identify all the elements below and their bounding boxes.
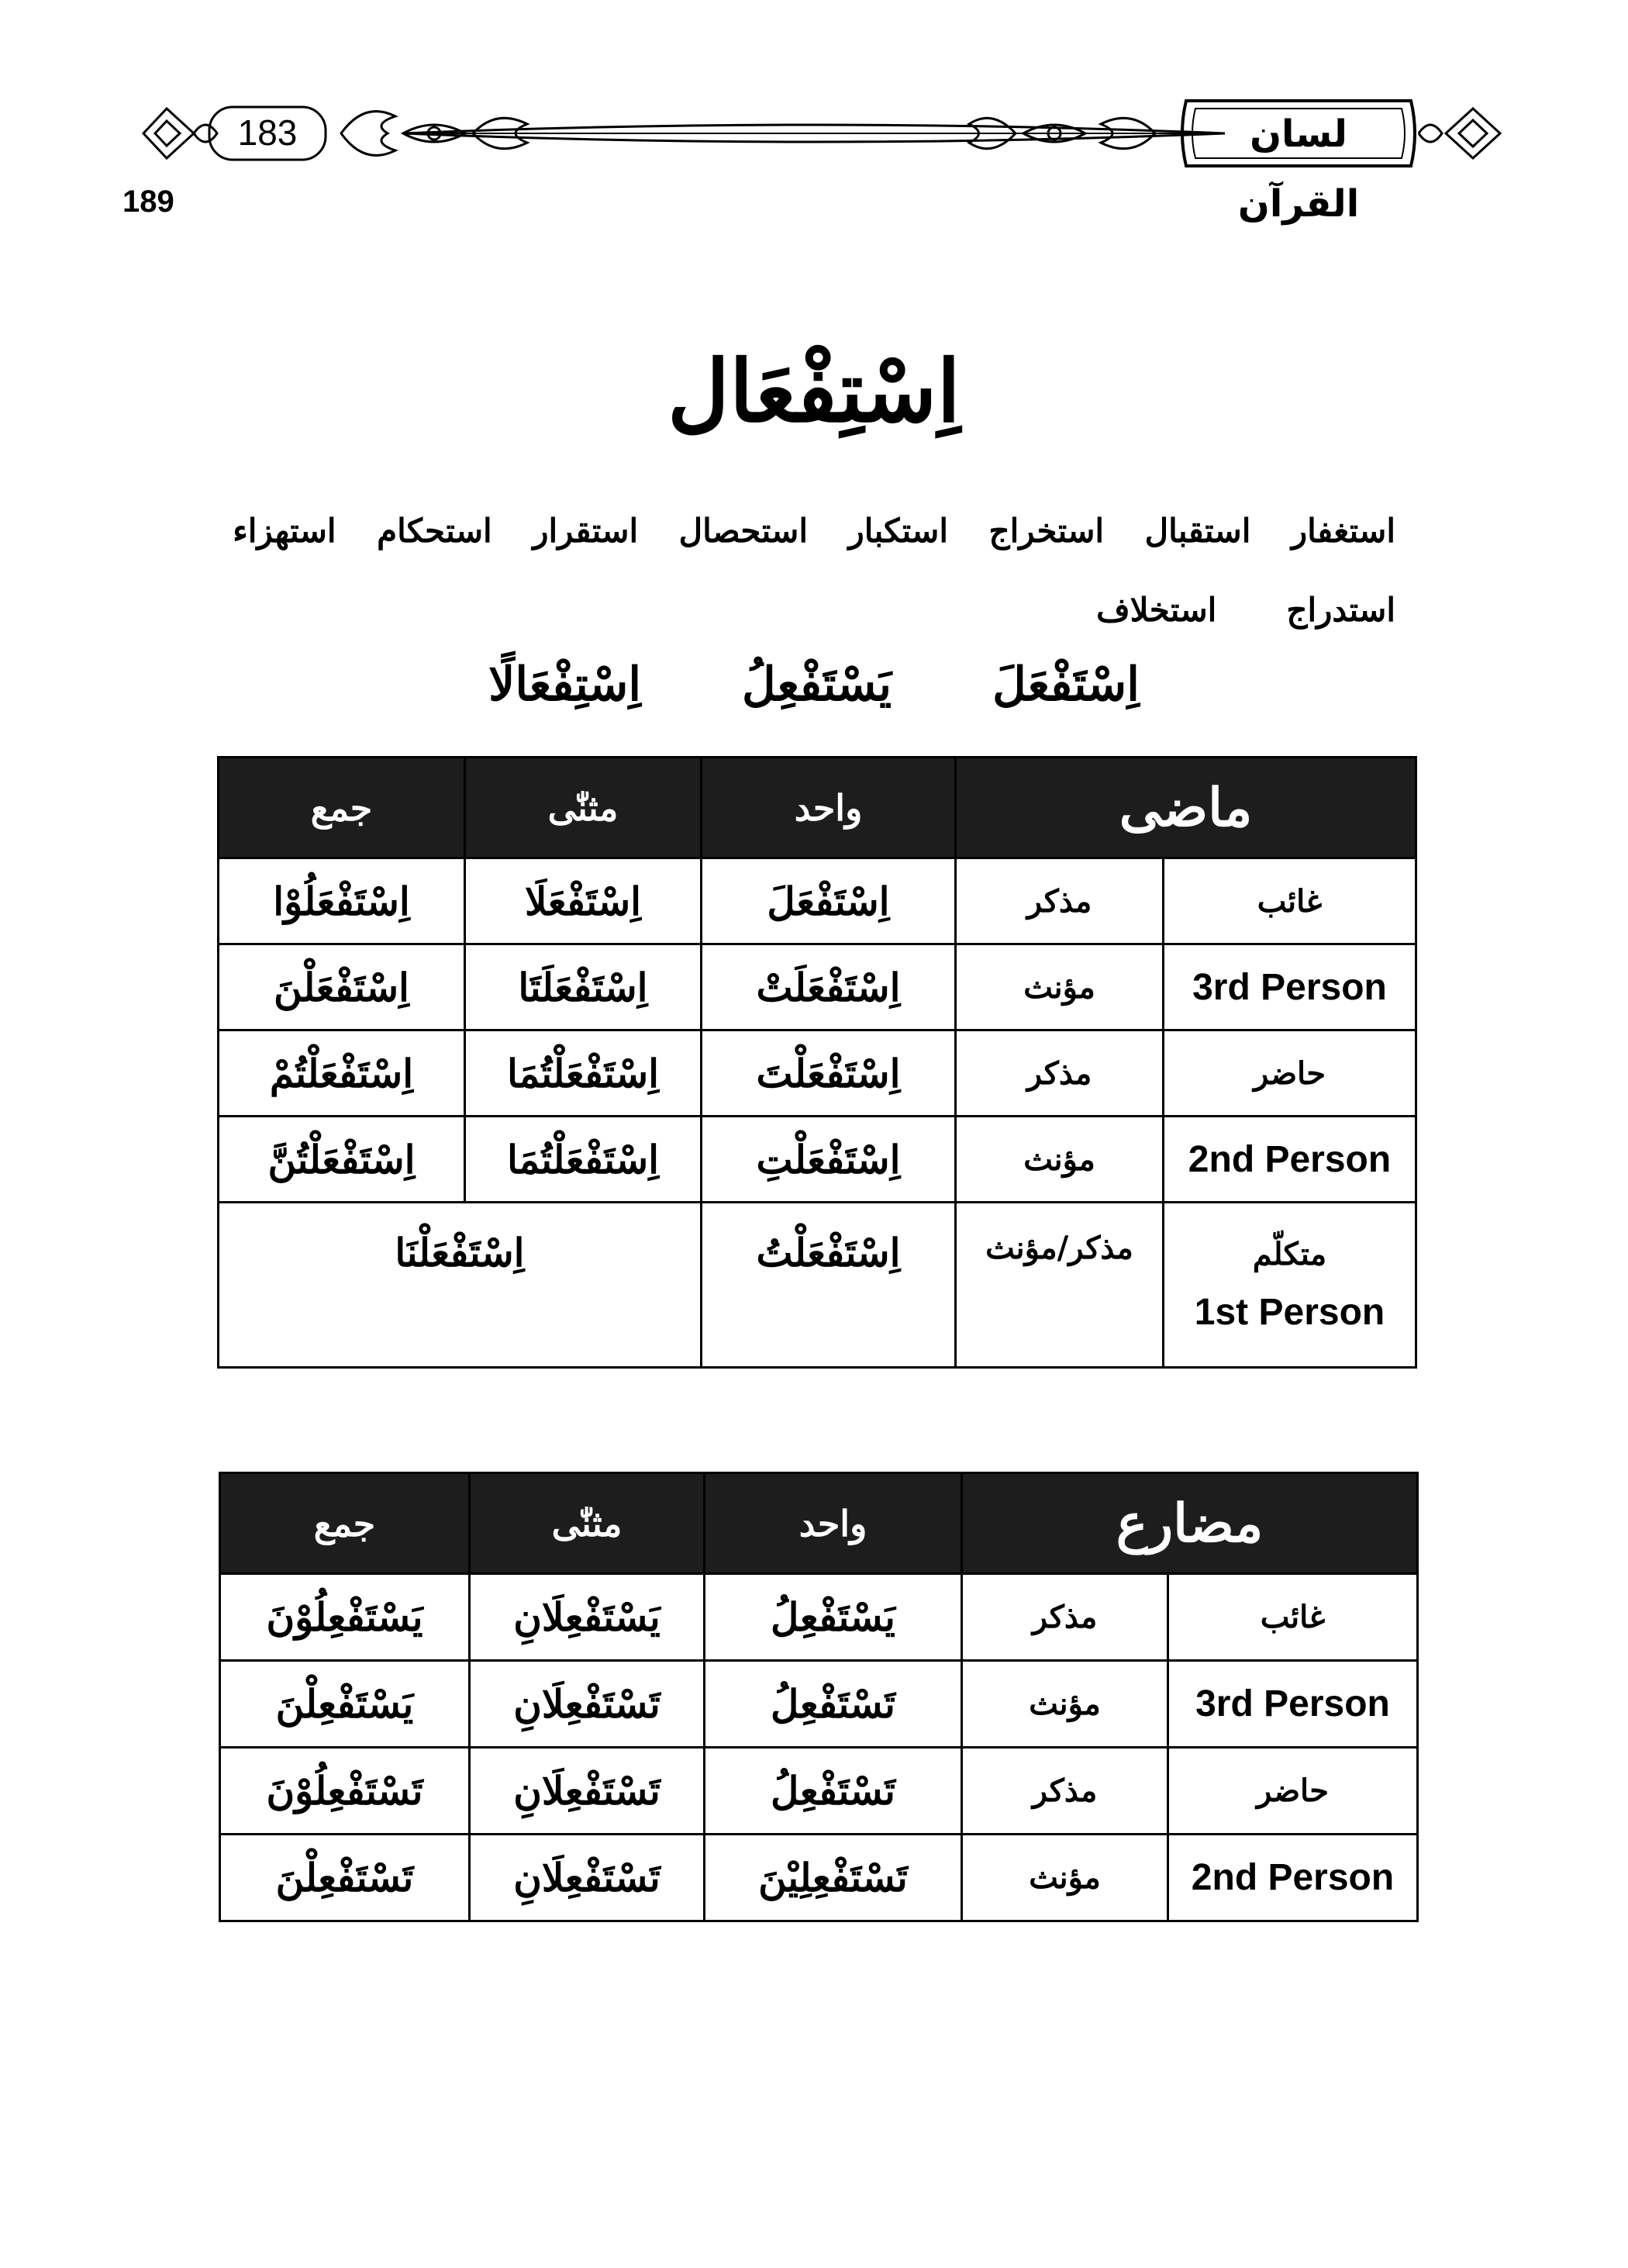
example-word: استدراج bbox=[1286, 591, 1395, 629]
form-cell: اِسْتَفْعَلَ bbox=[702, 858, 956, 944]
form-cell: اِسْتَفْعَلُوْا bbox=[219, 858, 465, 944]
gender-label: مذکر bbox=[962, 1748, 1168, 1835]
form-cell: تَسْتَفْعِلُوْنَ bbox=[220, 1748, 470, 1835]
form-cell: يَسْتَفْعِلَانِ bbox=[470, 1574, 705, 1661]
example-word: استغفار bbox=[1291, 512, 1395, 550]
header-singular: واحد bbox=[702, 758, 956, 858]
header-plural: جمع bbox=[219, 758, 465, 858]
header-dual: مثنّٰی bbox=[470, 1473, 705, 1574]
form-cell: اِسْتَفْعَلَا bbox=[465, 858, 702, 944]
page-title: اِسْتِفْعَال bbox=[667, 341, 961, 441]
person-label-cell bbox=[1164, 1203, 1416, 1368]
header-singular: واحد bbox=[705, 1473, 962, 1574]
form-cell: اِسْتَفْعَلْتُمَا bbox=[465, 1030, 702, 1117]
form-cell: تَسْتَفْعِلُ bbox=[705, 1748, 962, 1835]
table-row bbox=[219, 1117, 1416, 1203]
example-word: استقرار bbox=[533, 512, 639, 550]
mudari-table bbox=[219, 1472, 1419, 1922]
form-cell: تَسْتَفْعِلُ bbox=[705, 1661, 962, 1748]
person-label: غائب bbox=[1168, 1574, 1418, 1661]
form-cell: تَسْتَفْعِلِيْنَ bbox=[705, 1835, 962, 1921]
example-word: استحصال bbox=[678, 512, 808, 550]
form-cell: اِسْتَفْعَلْنَا bbox=[219, 1203, 702, 1368]
verb-form-masdar: اِسْتِفْعَالًا bbox=[488, 658, 641, 712]
corner-code: 189 bbox=[122, 185, 174, 219]
form-cell: اِسْتَفْعَلْتُمْ bbox=[219, 1030, 465, 1117]
table-row bbox=[219, 1203, 1416, 1368]
table-header-row bbox=[220, 1473, 1418, 1574]
book-title: لسان القرآن bbox=[1237, 112, 1360, 226]
form-cell: تَسْتَفْعِلَانِ bbox=[470, 1748, 705, 1835]
verb-form-past: اِسْتَفْعَلَ bbox=[992, 658, 1140, 712]
header-tense: ماضی bbox=[956, 758, 1416, 858]
form-cell: اِسْتَفْعَلَتَا bbox=[465, 944, 702, 1030]
form-cell: اِسْتَفْعَلْتُ bbox=[702, 1203, 956, 1368]
table-row bbox=[220, 1661, 1418, 1748]
table-row bbox=[219, 1030, 1416, 1117]
form-cell: يَسْتَفْعِلُوْنَ bbox=[220, 1574, 470, 1661]
left-corner-ornament bbox=[143, 109, 217, 158]
form-cell: تَسْتَفْعِلَانِ bbox=[470, 1835, 705, 1921]
right-corner-ornament bbox=[1419, 109, 1500, 158]
person-label-en: 3rd Person bbox=[1168, 1661, 1418, 1748]
example-words-line-2 bbox=[233, 591, 1395, 629]
person-label: متکلّم bbox=[1252, 1236, 1327, 1272]
table-row bbox=[219, 858, 1416, 944]
gender-label: مؤنث bbox=[962, 1661, 1168, 1748]
madi-table bbox=[217, 756, 1417, 1369]
person-label-en: 2nd Person bbox=[1164, 1117, 1416, 1203]
gender-label: مذکر bbox=[956, 858, 1164, 944]
page-number: 183 bbox=[237, 112, 298, 153]
table-row bbox=[220, 1835, 1418, 1921]
form-cell: اِسْتَفْعَلْتُمَا bbox=[465, 1117, 702, 1203]
example-word: استکبار bbox=[848, 512, 948, 550]
verb-form-present: يَسْتَفْعِلُ bbox=[742, 658, 892, 712]
header-dual: مثنّٰی bbox=[465, 758, 702, 858]
gender-label: مؤنث bbox=[956, 944, 1164, 1030]
header-plural: جمع bbox=[220, 1473, 470, 1574]
example-word: استخلاف bbox=[1096, 591, 1217, 629]
form-cell: اِسْتَفْعَلَتْ bbox=[702, 944, 956, 1030]
verb-forms bbox=[0, 658, 1628, 712]
person-label-en: 3rd Person bbox=[1164, 944, 1416, 1030]
form-cell: تَسْتَفْعِلْنَ bbox=[220, 1835, 470, 1921]
table-row bbox=[220, 1574, 1418, 1661]
gender-label: مذکر bbox=[956, 1030, 1164, 1117]
form-cell: اِسْتَفْعَلْتِ bbox=[702, 1117, 956, 1203]
form-cell: اِسْتَفْعَلْتَ bbox=[702, 1030, 956, 1117]
form-cell: يَسْتَفْعِلْنَ bbox=[220, 1661, 470, 1748]
form-cell: تَسْتَفْعِلَانِ bbox=[470, 1661, 705, 1748]
example-word: استقبال bbox=[1144, 512, 1251, 550]
person-label: حاضر bbox=[1168, 1748, 1418, 1835]
person-label: حاضر bbox=[1164, 1030, 1416, 1117]
gender-label: مذکر bbox=[962, 1574, 1168, 1661]
table-row bbox=[220, 1748, 1418, 1835]
person-label: غائب bbox=[1164, 858, 1416, 944]
example-word: استھزاء bbox=[233, 512, 336, 550]
example-words-line-1 bbox=[233, 512, 1395, 550]
form-cell: يَسْتَفْعِلُ bbox=[705, 1574, 962, 1661]
gender-label: مؤنث bbox=[962, 1835, 1168, 1921]
gender-label: مذکر/مؤنث bbox=[956, 1203, 1164, 1368]
person-label-en: 1st Person bbox=[1194, 1292, 1385, 1333]
gender-label: مؤنث bbox=[956, 1117, 1164, 1203]
table-header-row bbox=[219, 758, 1416, 858]
person-label-en: 2nd Person bbox=[1168, 1835, 1418, 1921]
form-cell: اِسْتَفْعَلْنَ bbox=[219, 944, 465, 1030]
form-cell: اِسْتَفْعَلْتُنَّ bbox=[219, 1117, 465, 1203]
example-word: استحکام bbox=[377, 512, 492, 550]
example-word: استخراج bbox=[988, 512, 1105, 550]
header-tense: مضارع bbox=[962, 1473, 1418, 1574]
table-row bbox=[219, 944, 1416, 1030]
